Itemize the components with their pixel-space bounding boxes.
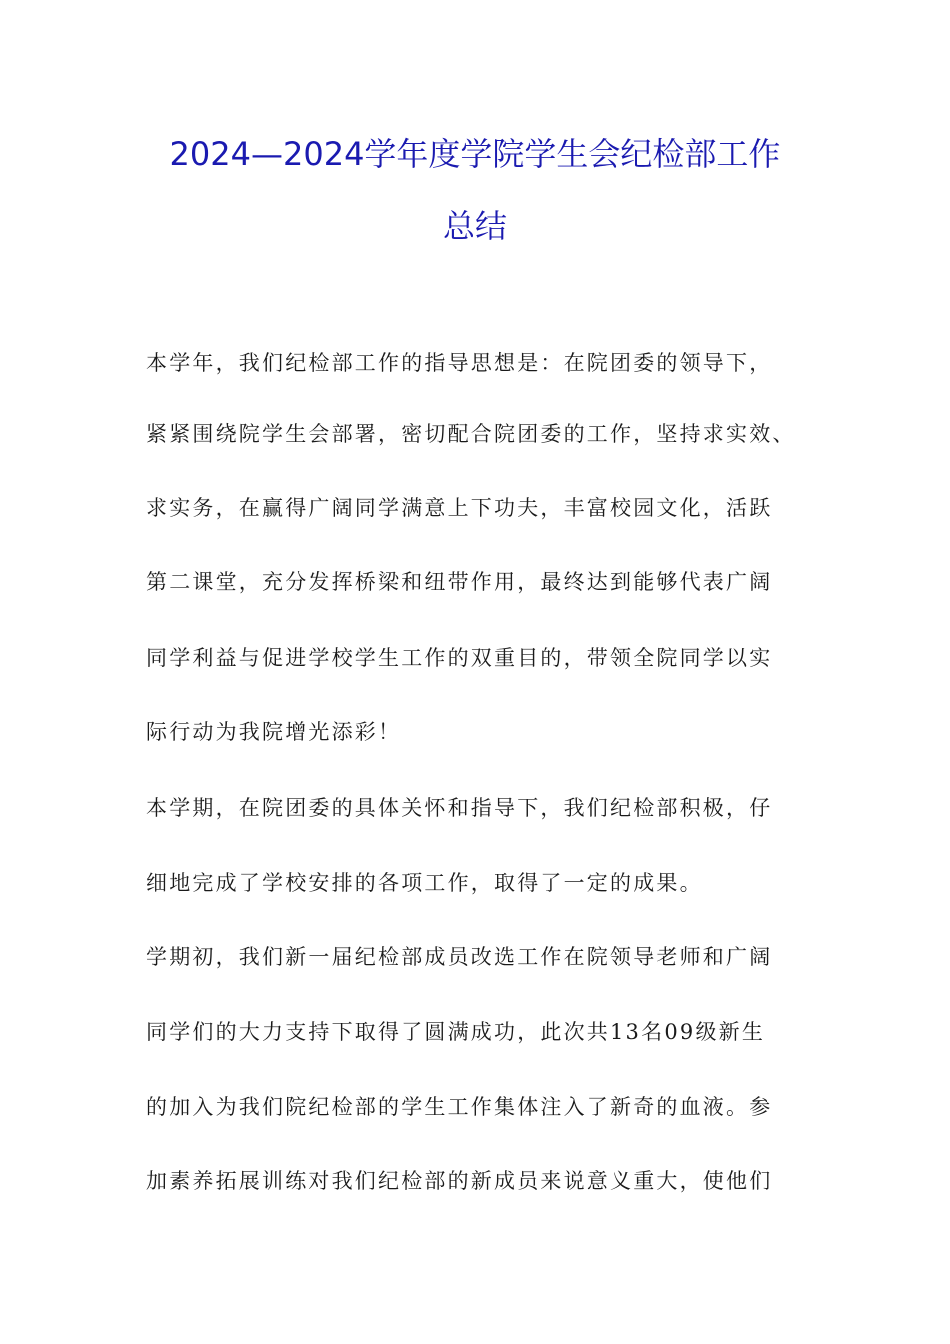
body-line: 学期初，我们新一届纪检部成员改选工作在院领导老师和广阔 xyxy=(146,945,773,969)
body-line: 本学期，在院团委的具体关怀和指导下，我们纪检部积极，仔 xyxy=(146,796,773,820)
body-line: 求实务，在赢得广阔同学满意上下功夫，丰富校园文化，活跃 xyxy=(146,496,773,520)
body-line: 际行动为我院增光添彩！ xyxy=(146,720,402,744)
body-line: 同学利益与促进学校学生工作的双重目的，带领全院同学以实 xyxy=(146,646,773,670)
document-title-line-2: 总结 xyxy=(442,207,507,245)
body-line: 第二课堂，充分发挥桥梁和纽带作用，最终达到能够代表广阔 xyxy=(146,570,773,594)
body-line: 本学年，我们纪检部工作的指导思想是：在院团委的领导下， xyxy=(146,351,773,375)
body-line: 紧紧围绕院学生会部署，密切配合院团委的工作，坚持求实效、 xyxy=(146,422,796,446)
document-title-line-1: 2024—2024学年度学院学生会纪检部工作 xyxy=(169,135,781,173)
body-line: 细地完成了学校安排的各项工作，取得了一定的成果。 xyxy=(146,871,703,895)
body-line: 加素养拓展训练对我们纪检部的新成员来说意义重大，使他们 xyxy=(146,1169,773,1193)
body-line: 同学们的大力支持下取得了圆满成功，此次共13名09级新生 xyxy=(146,1020,766,1044)
body-line: 的加入为我们院纪检部的学生工作集体注入了新奇的血液。参 xyxy=(146,1095,773,1119)
